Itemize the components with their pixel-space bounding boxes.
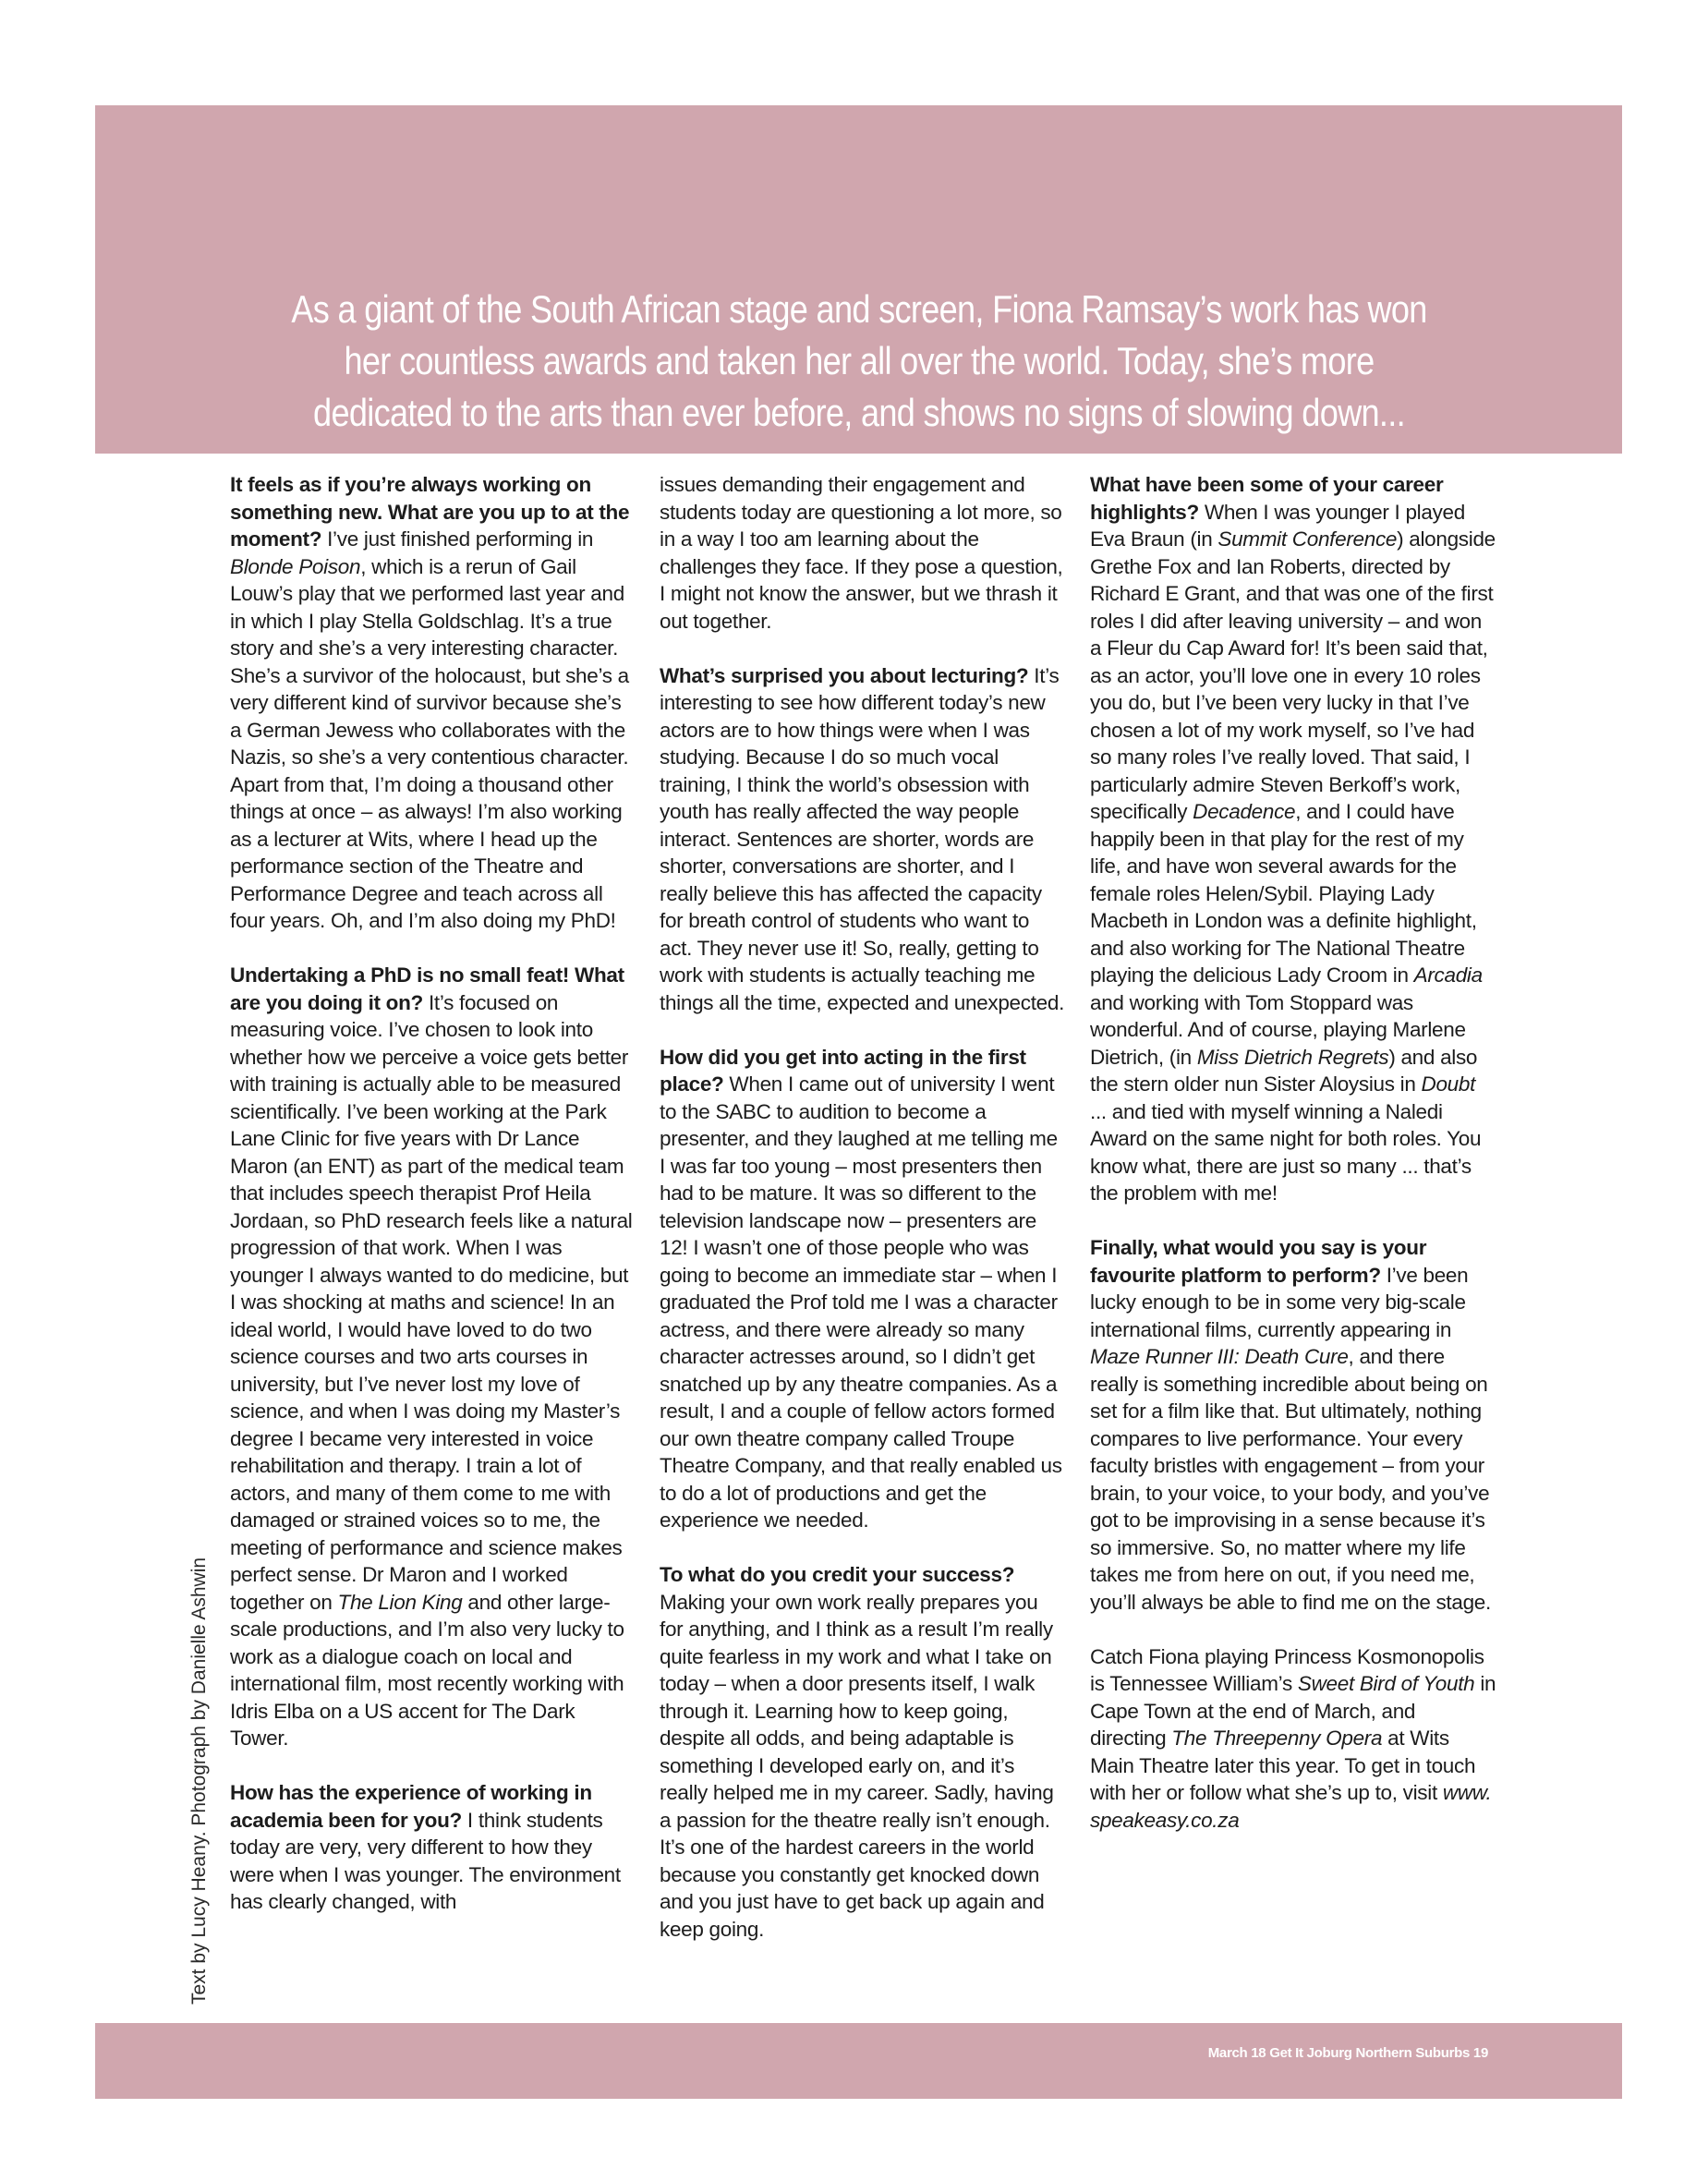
body-text: It’s interesting to see how different today’s new actors are to how things were when I was studying. Because I do so much vocal training, I think the world’s obsession with youth has really affected the way people interact. Sentences are shorter, words are shorter, conversations are shorter, and I really believe this has affected the capacity for breath control of students who want to act. They never use it! So, really, getting to work with students is actually teaching me things all the time, expected and unexpected. — [660, 663, 1065, 1014]
title-text: Maze Runner III: Death Cure — [1090, 1345, 1349, 1368]
title-text: Miss Dietrich Regrets — [1196, 1045, 1389, 1069]
body-text: and other large-scale productions, and I’m also very lucky to work as a dialogue coach on local and international film, most recently working with Idris Elba on a US accent for The Dark Tower. — [230, 1590, 624, 1750]
intro-standfirst: As a giant of the South African stage and screen, Fiona Ramsay’s work has won her countless awards and taken her all over the world. Today, she’s more dedicated to the arts than ever before, and shows no signs of slowing down... — [291, 287, 1427, 434]
body-text: ... and tied with myself winning a Naledi Award on the same night for both roles. You know what, there are just so many ... that’s the problem with me! — [1090, 1099, 1482, 1205]
body-text: ) alongside Grethe Fox and Ian Roberts, directed by Richard E Grant, and that was one of the first roles I did after leaving university – and won a Fleur du Cap Award for! It’s been said that, as an actor, you’ll love one in every 10 roles you do, but I’ve been very lucky in that I’ve chosen a lot of my work myself, so I’ve had so many roles I’ve really loved. That said, I particularly admire Steven Berkoff’s work, specifically — [1090, 527, 1496, 823]
title-text: Doubt — [1421, 1072, 1476, 1096]
body-text: It’s focused on measuring voice. I’ve chosen to look into whether how we perceive a voice gets better with training is actually able to be measured scientifically. I’ve been working at the Park Lane Clinic for five years with Dr Lance Maron (an ENT) as part of the medical team that includes speech therapist Prof Heila Jordaan, so PhD research feels like a natural progression of that work. When I was younger I always wanted to do medicine, but I was shocking at maths and science! In an ideal world, I would have loved to do two science courses and two arts courses in university, but I’ve never lost my love of science, and when I was doing my Master’s degree I became very interested in voice rehabilitation and therapy. I train a lot of actors, and many of them come to me with damaged or strained voices so to me, the meeting of performance and science makes perfect sense. Dr Maron and I worked together on — [230, 990, 633, 1614]
body-text: ) and also the stern older nun Sister Aloysius in — [1090, 1045, 1478, 1096]
body-text: issues demanding their engagement and students today are questioning a lot more, so in a way I too am learning about the challenges they face. If they pose a question, I might not know the answer, but we thrash it out together. — [660, 473, 1063, 633]
question-text: It feels as if you’re always working on something new. What are you up to at the moment? — [230, 473, 630, 551]
article-column-2 — [660, 471, 1066, 1970]
body-text: , which is a rerun of Gail Louw’s play that we performed last year and in which I play Stella Goldschlag. It’s a true story and she’s a very interesting character. She’s a survivor of the holocaust, but she’s a very different kind of survivor because she’s a German Jewess who collaborates with the Nazis, so she’s a very contentious character. Apart from that, I’m doing a thousand other things at once – as always! I’m also working as a lecturer at Wits, where I head up the performance section of the Theatre and Performance Degree and teach across all four years. Oh, and I’m also doing my PhD! — [230, 554, 629, 932]
article-paragraph — [1090, 1234, 1496, 1616]
article-paragraph — [230, 1779, 636, 1916]
footer-band — [95, 2023, 1622, 2099]
question-text: To what do you credit your success? — [660, 1563, 1015, 1586]
title-text: Blonde Poison — [230, 554, 361, 578]
article-paragraph — [1090, 1643, 1496, 1835]
title-text: www. speakeasy.co.za — [1090, 1781, 1492, 1832]
question-text: Finally, what would you say is your favourite platform to perform? — [1090, 1236, 1427, 1287]
article-paragraph — [660, 471, 1066, 635]
body-text: at Wits Main Theatre later this year. To get in touch with her or follow what she’s up to, visit — [1090, 1727, 1476, 1804]
question-text: Undertaking a PhD is no small feat! What are you doing it on? — [230, 963, 624, 1014]
article-paragraph — [660, 662, 1066, 1017]
article-paragraph — [230, 471, 636, 935]
title-text: Decadence — [1193, 800, 1296, 823]
article-paragraph — [660, 1044, 1066, 1534]
question-text: How did you get into acting in the first place? — [660, 1045, 1026, 1096]
article-paragraph — [230, 962, 636, 1752]
body-text: When I was younger I played Eva Braun (in — [1090, 500, 1465, 551]
body-text: I think students today are very, very different to how they were when I was younger. The environment has clearly changed, with — [230, 1808, 621, 1913]
body-text: I’ve just finished performing in — [321, 527, 594, 551]
body-text: , and I could have happily been in that play for the rest of my life, and have won several awards for the female roles Helen/Sybil. Playing Lady Macbeth in London was a definite highlight, and also working for The National Theatre playing the delicious Lady Croom in — [1090, 800, 1477, 987]
title-text: Arcadia — [1413, 963, 1483, 987]
photo-credit: Text by Lucy Heany. Photograph by Danielle Ashwin — [188, 1557, 210, 2005]
title-text: The Threepenny Opera — [1171, 1727, 1383, 1750]
body-text: , and there really is something incredible about being on set for a film like that. But ultimately, nothing compares to live performance. Your every faculty bristles with engagement – from your brain, to your voice, to your body, and you’ve got to be improvising in a sense because it’s so immersive. So, no matter where my life takes me from here on out, if you need me, you’ll always be able to find me on the stage. — [1090, 1345, 1491, 1614]
body-text: and working with Tom Stoppard was wonderful. And of course, playing Marlene Dietrich, (in — [1090, 990, 1466, 1069]
body-text: Catch Fiona playing Princess Kosmonopolis is Tennessee William’s — [1090, 1644, 1484, 1695]
article-paragraph — [1090, 471, 1496, 1207]
title-text: Summit Conference — [1217, 527, 1398, 551]
question-text: How has the experience of working in academia been for you? — [230, 1781, 592, 1832]
article-column-1 — [230, 471, 636, 1943]
body-text: I’ve been lucky enough to be in some very big-scale international films, currently appearing in — [1090, 1263, 1469, 1341]
title-text: The Lion King — [337, 1590, 463, 1614]
body-text: in Cape Town at the end of March, and directing — [1090, 1672, 1496, 1750]
body-text: When I came out of university I went to the SABC to audition to become a presenter, and they laughed at me telling me I was far too young – most presenters then had to be mature. It was so different to the television landscape now – presenters are 12! I wasn’t one of those people who was going to become an immediate star – when I graduated the Prof told me I was a character actress, and there were already so many character actresses around, so I didn’t get snatched up by any theatre companies. As a result, I and a couple of fellow actors formed our own theatre company called Troupe Theatre Company, and that really enabled us to do a lot of productions and get the experience we needed. — [660, 1072, 1062, 1532]
question-text: What’s surprised you about lecturing? — [660, 663, 1029, 687]
question-text: What have been some of your career highlights? — [1090, 473, 1444, 524]
article-column-3 — [1090, 471, 1496, 1861]
article-paragraph — [660, 1561, 1066, 1943]
body-text: Making your own work really prepares you for anything, and I think as a result I’m really quite fearless in my work and what I take on today – when a door presents itself, I walk through it. Learning how to keep going, despite all odds, and being adaptable is something I developed early on, and it’s really helped me in my career. Sadly, having a passion for the theatre really isn’t enough. It’s one of the hardest careers in the world because you constantly get knocked down and you just have to get back up again and keep going. — [660, 1590, 1054, 1941]
page-folio: March 18 Get It Joburg Northern Suburbs 19 — [1207, 2045, 1488, 2061]
title-text: Sweet Bird of Youth — [1297, 1672, 1475, 1695]
